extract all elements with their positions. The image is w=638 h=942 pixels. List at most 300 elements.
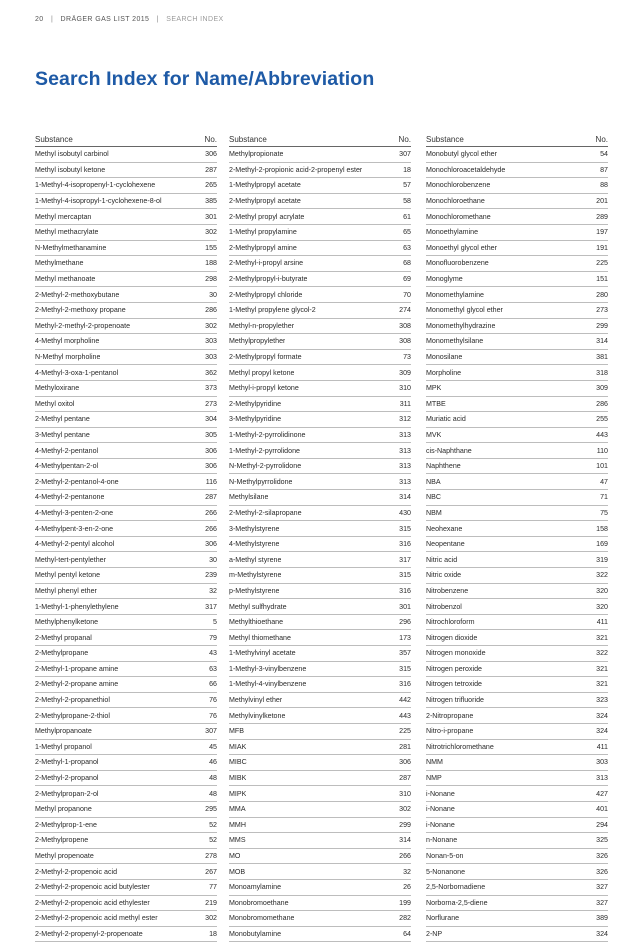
index-entry xyxy=(229,896,411,912)
page-reference: 68 xyxy=(403,259,411,268)
index-entry xyxy=(229,662,411,678)
substance-name: Nitrogen dioxide xyxy=(426,633,478,642)
substance-name: MIBK xyxy=(229,774,247,783)
index-entry xyxy=(35,319,217,335)
index-entry xyxy=(35,537,217,553)
page-reference: 302 xyxy=(205,914,217,923)
substance-name: 1-Methyl-4-vinylbenzene xyxy=(229,680,307,689)
substance-name: Monobutyl glycol ether xyxy=(426,150,497,159)
page-reference: 63 xyxy=(403,243,411,252)
index-entry xyxy=(426,599,608,615)
page-reference: 324 xyxy=(596,929,608,938)
index-entry xyxy=(35,287,217,303)
substance-name: 2-Methylpyridine xyxy=(229,399,282,408)
page-reference: 303 xyxy=(205,353,217,362)
substance-name: 4-Methylpentan-2-ol xyxy=(35,462,99,471)
page-reference: 357 xyxy=(399,649,411,658)
substance-name: Methylphenylketone xyxy=(35,618,99,627)
index-entry xyxy=(35,381,217,397)
index-entry xyxy=(35,771,217,787)
substance-name: 2-Methyl-2-propanethiol xyxy=(35,696,110,705)
page-reference: 219 xyxy=(205,898,217,907)
page-reference: 315 xyxy=(399,571,411,580)
index-entry xyxy=(426,319,608,335)
page-reference: 314 xyxy=(399,836,411,845)
substance-name: 2-Nitropropane xyxy=(426,711,474,720)
substance-header: Substance xyxy=(426,135,464,144)
page-reference: 430 xyxy=(399,508,411,517)
substance-name: Norflurane xyxy=(426,914,460,923)
substance-name: m-Methylstyrene xyxy=(229,571,282,580)
page-reference: 73 xyxy=(403,353,411,362)
substance-name: Methyl isobutyl ketone xyxy=(35,165,106,174)
index-entry xyxy=(229,708,411,724)
page-reference: 63 xyxy=(209,664,217,673)
index-entry xyxy=(426,443,608,459)
page-reference: 5 xyxy=(213,618,217,627)
index-entry xyxy=(426,708,608,724)
page-reference: 381 xyxy=(596,353,608,362)
substance-name: 2-Methylpropyl acetate xyxy=(229,197,301,206)
page-reference: 313 xyxy=(399,462,411,471)
substance-name: 1-Methyl-4-isopropyl-1-cyclohexene-8-ol xyxy=(35,197,162,206)
page-reference: 71 xyxy=(600,493,608,502)
page-reference: 308 xyxy=(399,321,411,330)
index-entry xyxy=(426,771,608,787)
substance-name: Methyl isobutyl carbinol xyxy=(35,150,109,159)
index-entry xyxy=(35,506,217,522)
page-reference: 18 xyxy=(403,165,411,174)
index-entry xyxy=(35,474,217,490)
substance-name: n-Nonane xyxy=(426,836,458,845)
index-entry xyxy=(229,319,411,335)
page-reference: 309 xyxy=(399,368,411,377)
page-reference: 286 xyxy=(205,306,217,315)
page-reference: 306 xyxy=(205,540,217,549)
index-entry xyxy=(426,194,608,210)
page-reference: 311 xyxy=(399,399,411,408)
substance-name: p-Methylstyrene xyxy=(229,586,280,595)
page-reference: 401 xyxy=(596,805,608,814)
substance-name: MOB xyxy=(229,867,246,876)
index-entry xyxy=(229,677,411,693)
page-reference: 295 xyxy=(205,805,217,814)
index-entry xyxy=(426,365,608,381)
index-entry xyxy=(426,397,608,413)
substance-name: 2-Methyl-2-propanol xyxy=(35,774,99,783)
page-reference: 101 xyxy=(596,462,608,471)
index-entry xyxy=(35,693,217,709)
page-reference: 327 xyxy=(596,883,608,892)
index-entry xyxy=(426,334,608,350)
header-separator: | xyxy=(156,16,159,23)
substance-name: 4-Methyl-2-pentanol xyxy=(35,446,99,455)
substance-name: Monoglyme xyxy=(426,275,463,284)
page-reference: 66 xyxy=(209,680,217,689)
substance-name: Methyl pentyl ketone xyxy=(35,571,101,580)
index-entry xyxy=(35,849,217,865)
substance-name: 4-Methylstyrene xyxy=(229,540,280,549)
page-title: Search Index for Name/Abbreviation xyxy=(35,68,375,90)
substance-name: i-Nonane xyxy=(426,820,455,829)
substance-name: Monobutylamine xyxy=(229,929,282,938)
index-entry xyxy=(426,802,608,818)
substance-name: Methyl-tert-pentylether xyxy=(35,555,106,564)
index-entry xyxy=(426,287,608,303)
page-reference: 273 xyxy=(205,399,217,408)
substance-name: Methylpropylether xyxy=(229,337,286,346)
page-reference: 173 xyxy=(399,633,411,642)
page-reference: 45 xyxy=(209,742,217,751)
substance-name: 1-Methyl-4-isopropenyl-1-cyclohexene xyxy=(35,181,156,190)
index-entry xyxy=(229,599,411,615)
index-entry xyxy=(35,256,217,272)
page-reference: 443 xyxy=(399,711,411,720)
index-entry xyxy=(35,521,217,537)
substance-name: 2-Methylpropyl formate xyxy=(229,353,302,362)
substance-name: 5-Nonanone xyxy=(426,867,466,876)
substance-name: Nitrogen monoxide xyxy=(426,649,486,658)
index-entry xyxy=(229,849,411,865)
page-reference: 310 xyxy=(399,789,411,798)
page-reference: 301 xyxy=(205,212,217,221)
page-reference: 319 xyxy=(596,555,608,564)
index-entry xyxy=(229,147,411,163)
index-entry xyxy=(229,615,411,631)
substance-name: Monochloromethane xyxy=(426,212,491,221)
index-entry xyxy=(35,927,217,942)
page-reference: 302 xyxy=(205,228,217,237)
page-reference: 298 xyxy=(205,275,217,284)
page-reference: 316 xyxy=(399,586,411,595)
substance-name: 2,5-Norbornadiene xyxy=(426,883,486,892)
index-entry xyxy=(229,646,411,662)
substance-name: Methyl propanone xyxy=(35,805,92,814)
index-entry xyxy=(35,147,217,163)
index-entry xyxy=(229,537,411,553)
page-reference: 385 xyxy=(205,197,217,206)
substance-name: Nitric acid xyxy=(426,555,458,564)
substance-name: Methyl-i-propyl ketone xyxy=(229,384,299,393)
page-reference: 79 xyxy=(209,633,217,642)
column-header xyxy=(35,132,217,147)
index-entry xyxy=(426,552,608,568)
page-reference: 225 xyxy=(596,259,608,268)
page-reference: 318 xyxy=(596,368,608,377)
page-reference: 287 xyxy=(205,165,217,174)
index-entry xyxy=(229,927,411,942)
page-reference: 52 xyxy=(209,836,217,845)
substance-name: 2-Methylpropyl chloride xyxy=(229,290,303,299)
index-entry xyxy=(35,740,217,756)
page-reference: 306 xyxy=(399,758,411,767)
page-reference: 322 xyxy=(596,649,608,658)
page-reference: 316 xyxy=(399,680,411,689)
index-entry xyxy=(229,194,411,210)
index-entry xyxy=(35,350,217,366)
substance-name: Methylvinyl ether xyxy=(229,696,283,705)
substance-name: 1-Methyl propanol xyxy=(35,742,92,751)
index-entry xyxy=(229,459,411,475)
page-reference: 88 xyxy=(600,181,608,190)
substance-header: Substance xyxy=(229,135,267,144)
index-entry xyxy=(35,880,217,896)
index-entry xyxy=(426,459,608,475)
header-separator: | xyxy=(50,16,54,23)
substance-name: Monomethylamine xyxy=(426,290,484,299)
index-entry xyxy=(229,911,411,927)
section-name: SEARCH INDEX xyxy=(166,16,224,23)
substance-name: Nitric oxide xyxy=(426,571,462,580)
page-reference: 158 xyxy=(596,524,608,533)
index-entry xyxy=(426,350,608,366)
page-reference: 324 xyxy=(596,727,608,736)
page-reference: 278 xyxy=(205,852,217,861)
substance-name: Methyl mercaptan xyxy=(35,212,92,221)
substance-name: 2-Methyl-2-methoxy propane xyxy=(35,306,126,315)
substance-name: 2-Methylpropene xyxy=(35,836,89,845)
page-reference: 32 xyxy=(209,586,217,595)
index-entry xyxy=(229,568,411,584)
number-header: No. xyxy=(204,135,217,144)
index-entry xyxy=(426,864,608,880)
index-entry xyxy=(426,755,608,771)
page-reference: 321 xyxy=(596,664,608,673)
page-reference: 289 xyxy=(596,212,608,221)
substance-name: 1-Methyl-1-phenylethylene xyxy=(35,602,119,611)
substance-name: N-Methylpyrrolidone xyxy=(229,477,293,486)
index-entry xyxy=(229,818,411,834)
page-reference: 18 xyxy=(209,929,217,938)
substance-name: Neopentane xyxy=(426,540,465,549)
index-entry xyxy=(426,786,608,802)
page-reference: 321 xyxy=(596,680,608,689)
index-entry xyxy=(35,786,217,802)
page-reference: 64 xyxy=(403,929,411,938)
index-entry xyxy=(426,833,608,849)
substance-name: Monomethylhydrazine xyxy=(426,321,496,330)
index-entry xyxy=(229,755,411,771)
index-entry xyxy=(426,163,608,179)
substance-name: Nitrogen peroxide xyxy=(426,664,482,673)
substance-name: Monofluorobenzene xyxy=(426,259,489,268)
page-reference: 116 xyxy=(205,477,217,486)
substance-name: Monochloroethane xyxy=(426,197,485,206)
number-header: No. xyxy=(398,135,411,144)
substance-name: NBC xyxy=(426,493,441,502)
page-reference: 57 xyxy=(403,181,411,190)
substance-name: 2-Methyl-2-propane amine xyxy=(35,680,119,689)
substance-name: 2-Methyl-1-propane amine xyxy=(35,664,119,673)
substance-name: Monobromoethane xyxy=(229,898,289,907)
substance-name: 1-Methyl-2-pyrrolidone xyxy=(229,446,300,455)
substance-name: 2-Methyl-2-propenoic acid ethylester xyxy=(35,898,150,907)
page-reference: 302 xyxy=(205,321,217,330)
page-reference: 317 xyxy=(205,602,217,611)
index-entry xyxy=(35,334,217,350)
page-reference: 323 xyxy=(596,696,608,705)
page-reference: 303 xyxy=(205,337,217,346)
substance-name: Monosilane xyxy=(426,353,463,362)
substance-name: Nitrotrichloromethane xyxy=(426,742,494,751)
index-entry xyxy=(426,225,608,241)
index-entry xyxy=(229,740,411,756)
index-entry xyxy=(229,833,411,849)
page-reference: 304 xyxy=(205,415,217,424)
substance-name: NBM xyxy=(426,508,442,517)
substance-name: Nitrobenzol xyxy=(426,602,462,611)
substance-name: 1-Methyl propylene glycol-2 xyxy=(229,306,316,315)
index-entry xyxy=(35,677,217,693)
substance-name: 2-Methyl pentane xyxy=(35,415,90,424)
index-entry xyxy=(35,225,217,241)
publication-title: DRÄGER GAS LIST 2015 xyxy=(60,16,150,23)
substance-name: MIAK xyxy=(229,742,247,751)
substance-name: Methylmethane xyxy=(35,259,84,268)
page-reference: 282 xyxy=(399,914,411,923)
page-reference: 322 xyxy=(596,571,608,580)
index-entry xyxy=(35,443,217,459)
page-reference: 302 xyxy=(399,805,411,814)
page-reference: 324 xyxy=(596,711,608,720)
page-reference: 48 xyxy=(209,774,217,783)
index-column-3 xyxy=(426,132,608,942)
page-reference: 313 xyxy=(399,446,411,455)
page-reference: 427 xyxy=(596,789,608,798)
index-entry xyxy=(426,740,608,756)
page-reference: 273 xyxy=(596,306,608,315)
page-reference: 225 xyxy=(399,727,411,736)
substance-name: 4-Methylpent-3-en-2-one xyxy=(35,524,114,533)
index-entry xyxy=(35,397,217,413)
index-entry xyxy=(426,849,608,865)
index-entry xyxy=(229,412,411,428)
index-entry xyxy=(35,708,217,724)
index-entry xyxy=(426,506,608,522)
page-reference: 199 xyxy=(399,898,411,907)
page-reference: 314 xyxy=(399,493,411,502)
substance-name: Norborna-2,5-diene xyxy=(426,898,488,907)
substance-name: Methyl phenyl ether xyxy=(35,586,97,595)
index-entry xyxy=(229,241,411,257)
index-entry xyxy=(35,724,217,740)
page-reference: 299 xyxy=(399,820,411,829)
substance-name: Monomethyl glycol ether xyxy=(426,306,503,315)
substance-name: 1-Methyl-3-vinylbenzene xyxy=(229,664,307,673)
substance-name: 1-Methylpropyl acetate xyxy=(229,181,301,190)
substance-name: 4-Methyl-3-penten-2-one xyxy=(35,508,114,517)
index-entry xyxy=(229,256,411,272)
page-reference: 294 xyxy=(596,820,608,829)
page-reference: 201 xyxy=(596,197,608,206)
index-entry xyxy=(426,584,608,600)
index-entry xyxy=(35,209,217,225)
substance-name: Monobromomethane xyxy=(229,914,295,923)
index-entry xyxy=(426,630,608,646)
page-reference: 296 xyxy=(399,618,411,627)
index-entry xyxy=(35,833,217,849)
substance-name: 2-Methyl-2-pentanol-4-one xyxy=(35,477,119,486)
page-reference: 313 xyxy=(399,430,411,439)
index-rows xyxy=(426,147,608,942)
substance-name: Methylsilane xyxy=(229,493,269,502)
index-entry xyxy=(229,771,411,787)
substance-name: 1-Methyl-2-pyrrolidinone xyxy=(229,430,306,439)
page-reference: 76 xyxy=(209,711,217,720)
index-column-2 xyxy=(229,132,411,942)
substance-name: Monomethylsilane xyxy=(426,337,484,346)
page-reference: 315 xyxy=(399,524,411,533)
index-entry xyxy=(229,521,411,537)
page-reference: 70 xyxy=(403,290,411,299)
index-entry xyxy=(229,693,411,709)
page-reference: 442 xyxy=(399,696,411,705)
substance-name: i-Nonane xyxy=(426,805,455,814)
substance-name: Methyl-2-methyl-2-propenoate xyxy=(35,321,131,330)
page-reference: 239 xyxy=(205,571,217,580)
page-reference: 287 xyxy=(205,493,217,502)
index-entry xyxy=(229,334,411,350)
index-entry xyxy=(426,880,608,896)
index-entry xyxy=(426,646,608,662)
substance-name: Monoethyl glycol ether xyxy=(426,243,497,252)
substance-name: 2-Methylpropyl-i-butyrate xyxy=(229,275,308,284)
substance-name: Nitro-i-propane xyxy=(426,727,474,736)
index-entry xyxy=(426,927,608,942)
substance-name: 2-Methylpropane xyxy=(35,649,89,658)
page-reference: 287 xyxy=(399,774,411,783)
substance-name: Morpholine xyxy=(426,368,462,377)
page-reference: 326 xyxy=(596,852,608,861)
page-reference: 197 xyxy=(596,228,608,237)
index-entry xyxy=(35,241,217,257)
index-entry xyxy=(229,724,411,740)
index-entry xyxy=(229,303,411,319)
column-header xyxy=(229,132,411,147)
page-reference: 274 xyxy=(399,306,411,315)
page-reference: 266 xyxy=(205,524,217,533)
page-reference: 325 xyxy=(596,836,608,845)
substance-name: 2-Methylpropyl amine xyxy=(229,243,297,252)
index-entry xyxy=(229,443,411,459)
index-entry xyxy=(426,568,608,584)
substance-name: 2-Methyl propyl acrylate xyxy=(229,212,305,221)
substance-name: 2-Methyl-i-propyl arsine xyxy=(229,259,304,268)
index-entry xyxy=(426,381,608,397)
page-reference: 326 xyxy=(596,867,608,876)
index-rows xyxy=(35,147,217,942)
substance-name: Methyl sulfhydrate xyxy=(229,602,287,611)
index-entry xyxy=(229,178,411,194)
substance-name: Methyl propyl ketone xyxy=(229,368,295,377)
index-entry xyxy=(426,256,608,272)
page-reference: 307 xyxy=(399,150,411,159)
index-entry xyxy=(35,755,217,771)
column-header xyxy=(426,132,608,147)
index-entry xyxy=(229,506,411,522)
page-reference: 54 xyxy=(600,150,608,159)
page-reference: 315 xyxy=(399,664,411,673)
index-entry xyxy=(229,880,411,896)
substance-name: Methylpropionate xyxy=(229,150,284,159)
page-reference: 69 xyxy=(403,275,411,284)
index-entry xyxy=(229,584,411,600)
substance-name: 3-Methylstyrene xyxy=(229,524,280,533)
page-reference: 443 xyxy=(596,430,608,439)
page-reference: 305 xyxy=(205,430,217,439)
substance-name: 4-Methyl-3-oxa-1-pentanol xyxy=(35,368,119,377)
page-reference: 188 xyxy=(205,259,217,268)
